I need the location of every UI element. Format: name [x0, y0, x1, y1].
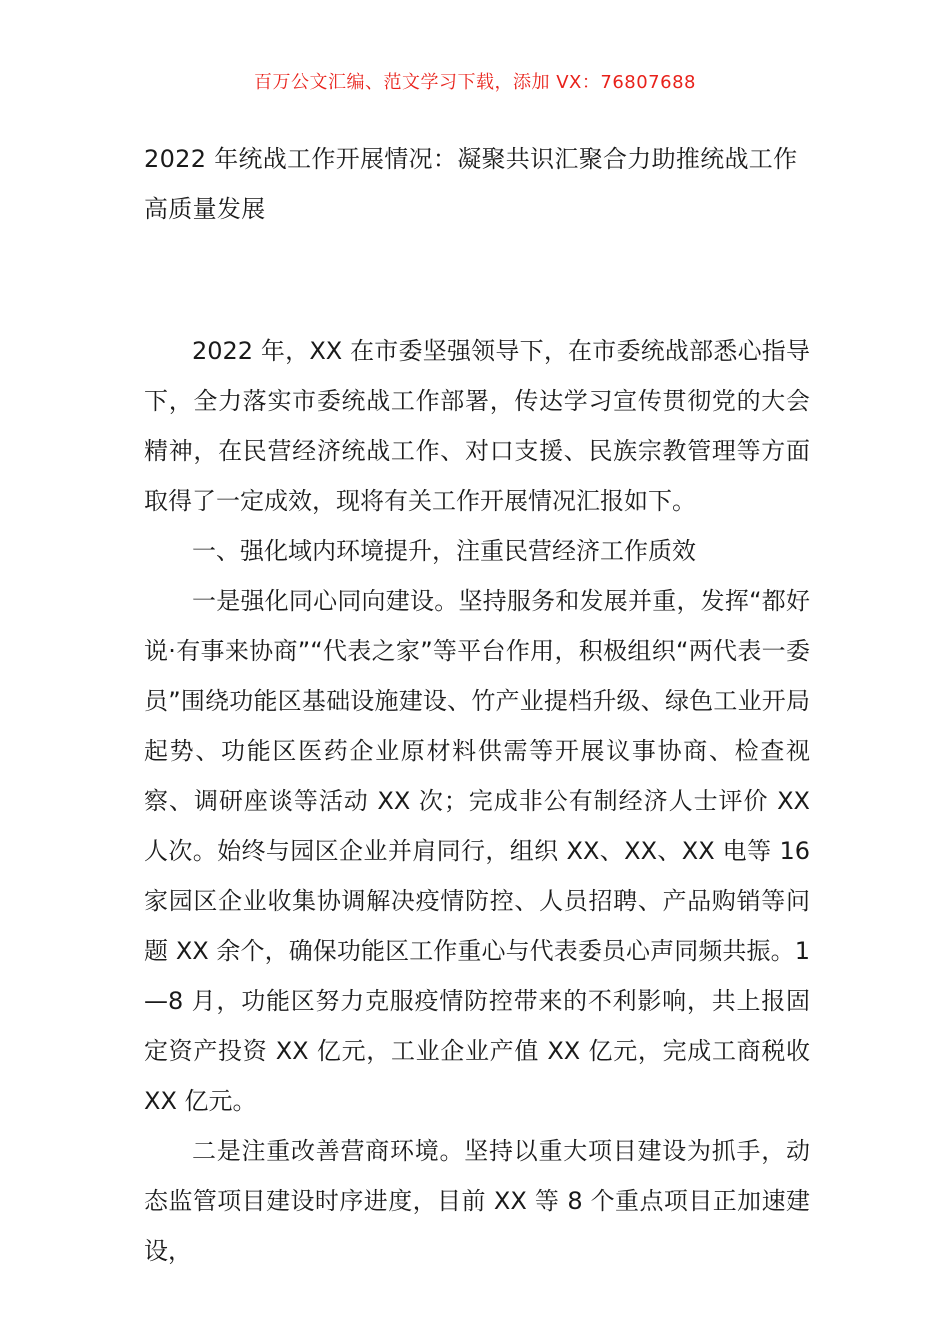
- paragraph-point-2: 二是注重改善营商环境。坚持以重大项目建设为抓手，动态监管项目建设时序进度，目前 XX 等 8 个重点项目正加速建设，: [144, 1137, 810, 1265]
- paragraph-intro: 2022 年，XX 在市委坚强领导下，在市委统战部悉心指导下，全力落实市委统战工作部署，传达学习宣传贯彻党的大会精神，在民营经济统战工作、对口支援、民族宗教管理等方面取得了一定成效，现将有关工作开展情况汇报如下。: [144, 337, 810, 515]
- document-body: [144, 326, 810, 1276]
- document-title: 2022 年统战工作开展情况：凝聚共识汇聚合力助推统战工作高质量发展: [144, 145, 798, 223]
- section-heading-1: 一、强化域内环境提升，注重民营经济工作质效: [192, 537, 696, 565]
- paragraph-point-1: 一是强化同心同向建设。坚持服务和发展并重，发挥“都好说·有事来协商”“代表之家”等平台作用，积极组织“两代表一委员”围绕功能区基础设施建设、竹产业提档升级、绿色工业开局起势、功能区医药企业原材料供需等开展议事协商、检查视察、调研座谈等活动 XX 次；完成非公有制经济人士评价 XX 人次。始终与园区企业并肩同行，组织 XX、XX、XX 电等 16 家园区企业收集协调解决疫情防控、人员招聘、产品购销等问题 XX 余个，确保功能区工作重心与代表委员心声同频共振。1—8 月，功能区努力克服疫情防控带来的不利影响，共上报固定资产投资 XX 亿元，工业企业产值 XX 亿元，完成工商税收 XX 亿元。: [144, 587, 810, 1115]
- watermark-header: 百万公文汇编、范文学习下载，添加 VX：76807688: [254, 72, 696, 93]
